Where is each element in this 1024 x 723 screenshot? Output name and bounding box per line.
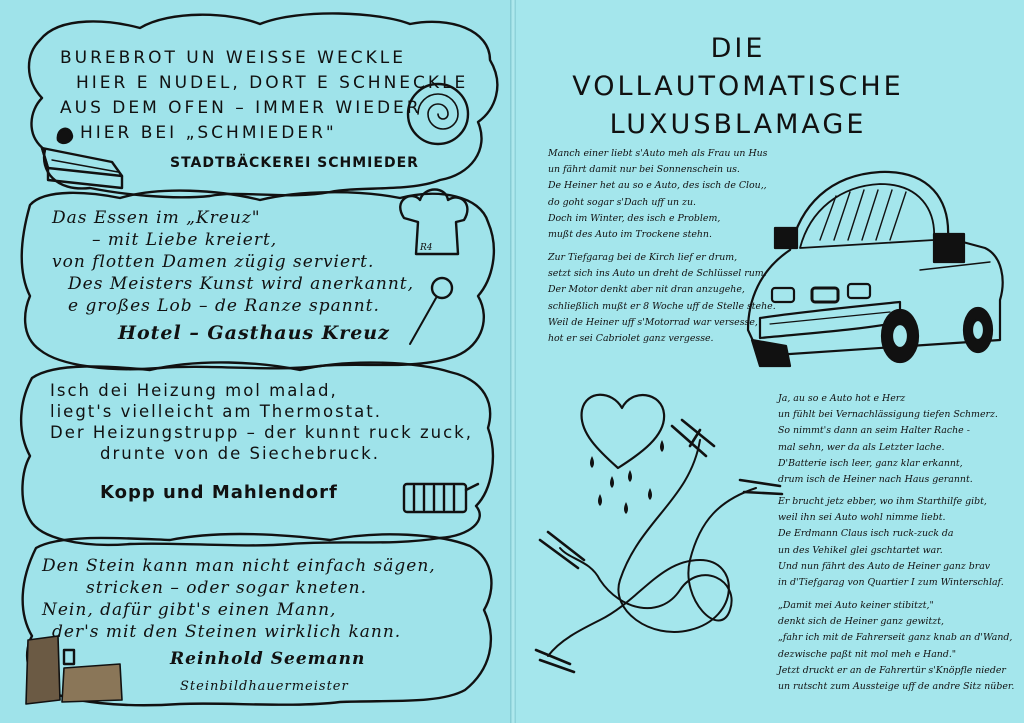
poem-line: mal sehn, wer da als Letzter lache. <box>778 441 945 453</box>
poem-line: do goht sogar s'Dach uff un zu. <box>548 196 696 208</box>
poem-stanza-2 <box>548 250 776 347</box>
poem-stanza-5 <box>778 598 1014 695</box>
poem-line: Doch im Winter, des isch e Problem, <box>548 212 721 224</box>
poem-line: un fühlt bei Vernachlässigung tiefen Schmerz. <box>778 409 998 421</box>
ad-line: Der Heizungstrupp – der kunnt ruck zuck, <box>50 423 473 442</box>
poem-line: „fahr ich mit de Fahrerseit ganz knab an d'Wand, <box>778 632 1013 644</box>
poem-line: Ja, au so e Auto hot e Herz <box>778 393 906 404</box>
poem-line: Der Motor denkt aber nit dran anzugehe, <box>548 284 745 296</box>
poem-line: De Erdmann Claus isch ruck-zuck da <box>778 528 954 540</box>
ad-line: BUREBROT UN WEISSE WECKLE <box>60 48 406 68</box>
ad-line: Den Stein kann man nicht einfach sägen, <box>42 556 436 576</box>
poem-line: hot er sei Cabriolet ganz vergesse. <box>548 333 714 345</box>
ad-line: liegt's vielleicht am Thermostat. <box>50 402 382 421</box>
poem-line: mußt des Auto im Trockene stehn. <box>548 229 712 241</box>
title-line: LUXUSBLAMAGE <box>609 109 867 140</box>
svg-text:R4: R4 <box>420 243 433 253</box>
poem-line: un rutscht zum Aussteige uff de andre Sitz nüber. <box>778 681 1015 693</box>
ad-line: der's mit den Steinen wirklich kann. <box>52 622 402 642</box>
ad-line: stricken – oder sogar kneten. <box>86 578 368 598</box>
poem-stanza-4 <box>778 494 1004 591</box>
poem-line: „Damit mei Auto keiner stibitzt," <box>778 600 934 611</box>
poem-line: un fährt damit nur bei Sonnenschein us. <box>548 164 740 176</box>
poem-line: D'Batterie isch leer, ganz klar erkannt, <box>778 457 963 469</box>
sponsor-subtitle: Steinbildhauermeister <box>180 679 349 694</box>
ad-line: Isch dei Heizung mol malad, <box>50 381 338 400</box>
poem-line: De Heiner het au so e Auto, des isch de Clou,, <box>548 180 767 192</box>
ad-line: HIER BEI „SCHMIEDER" <box>80 123 337 143</box>
ad-line: drunte von de Siechebruck. <box>100 444 380 463</box>
poem-line: Jetzt druckt er an de Fahrertür s'Knöpfle nieder <box>778 664 1006 676</box>
poem-line: Weil de Heiner uff s'Motorrad war versesse, <box>548 316 758 328</box>
poem-line: dezwische paßt nit mol meh e Hand." <box>778 648 957 660</box>
poem-line: Zur Tiefgarag bei de Kirch lief er drum, <box>548 252 738 263</box>
ad-line: – mit Liebe kreiert, <box>92 230 278 250</box>
heart-icon <box>582 395 665 514</box>
title-line: DIE VOLLAUTOMATISCHE <box>572 33 904 102</box>
ad-line: AUS DEM OFEN – IMMER WIEDER <box>60 98 422 118</box>
poem-line: un des Vehikel glei gschtartet war. <box>778 544 943 556</box>
poem-line: drum isch de Heiner nach Haus gerannt. <box>778 474 973 486</box>
poem-line: Er brucht jetz ebber, wo ihm Starthilfe gibt, <box>778 496 987 507</box>
ad-line: e großes Lob – de Ranze spannt. <box>68 296 380 316</box>
ad-line: Das Essen im „Kreuz" <box>52 208 261 228</box>
poem-line: denkt sich de Heiner ganz gewitzt, <box>778 616 944 628</box>
poem-line: weil ihn sei Auto wohl nimme liebt. <box>778 512 946 524</box>
sponsor-name: STADTBÄCKEREI SCHMIEDER <box>170 155 419 171</box>
poem-stanza-1 <box>548 146 767 243</box>
poem-line: So nimmt's dann an seim Halter Rache - <box>778 425 970 437</box>
car-icon <box>748 172 1003 366</box>
poem-line: Und nun fährt des Auto de Heiner ganz brav <box>778 560 991 572</box>
ad-line: von flotten Damen zügig serviert. <box>52 252 375 272</box>
ad-line: Des Meisters Kunst wird anerkannt, <box>68 274 415 294</box>
poem-line: schließlich mußt er 8 Woche uff de Stelle stehe. <box>548 300 776 312</box>
poem-line: in d'Tiefgarag von Quartier I zum Winterschlaf. <box>778 577 1004 589</box>
jumper-cables-icon <box>536 420 782 672</box>
poem-line: Manch einer liebt s'Auto meh als Frau un Hus <box>548 148 768 159</box>
poem-stanza-3 <box>778 391 998 488</box>
ad-line: Nein, dafür gibt's einen Mann, <box>42 600 337 620</box>
sponsor-name: Kopp und Mahlendorf <box>100 482 338 503</box>
poem-line: setzt sich ins Auto un dreht de Schlüssel rum. <box>548 268 767 280</box>
sponsor-name: Reinhold Seemann <box>170 649 366 669</box>
sponsor-name: Hotel – Gasthaus Kreuz <box>118 322 390 344</box>
ad-line: HIER E NUDEL, DORT E SCHNECKLE <box>76 73 469 93</box>
